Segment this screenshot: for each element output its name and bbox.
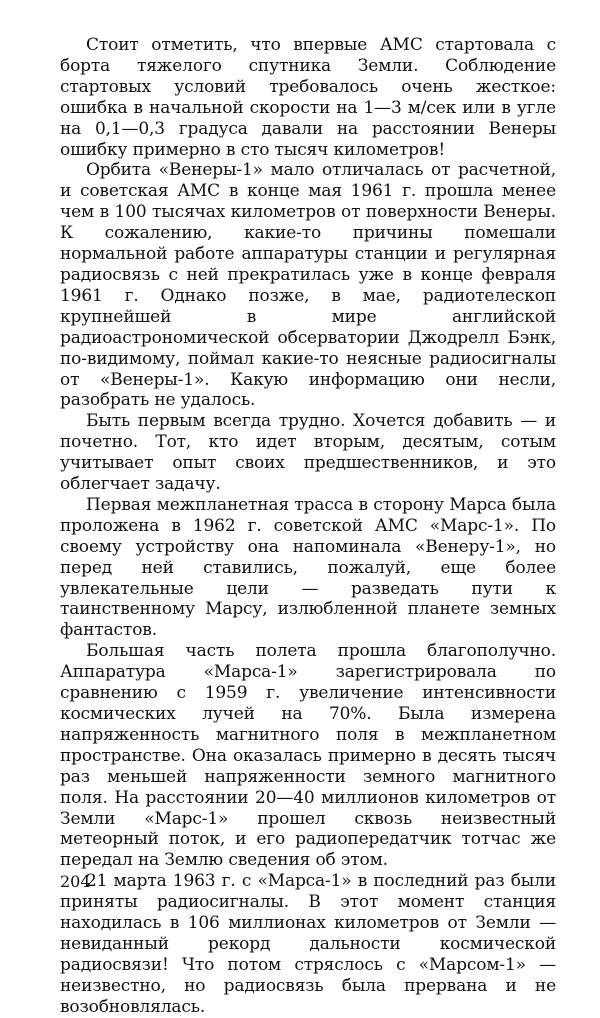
body-text: [60, 35, 556, 1018]
paragraph-5: Большая часть полета прошла благополучно. Аппаратура «Марса-1» зарегистрировала по сравнению с 1959 г. увеличение интенсивности космических лучей на 70%. Была измерена напряженность магнитного поля в межпланетном пространстве. Она оказалась примерно в десять тысяч раз меньшей напряженности земного магнитного поля. На расстоянии 20—40 миллионов километров от Земли «Марс-1» прошел сквозь неизвестный метеорный поток, и его радиопередатчик тотчас же передал на Землю сведения об этом.: [60, 641, 556, 871]
paragraph-2: Орбита «Венеры-1» мало отличалась от расчетной, и советская АМС в конце мая 1961 г. прошла менее чем в 100 тысячах километров от поверхности Венеры. К сожалению, какие-то причины помешали нормальной работе аппаратуры станции и регулярная радиосвязь с ней прекратилась уже в конце февраля 1961 г. Однако позже, в мае, радиотелескоп крупнейшей в мире английской радиоастрономической обсерватории Джодрелл Бэнк, по-видимому, поймал какие-то неясные радиосигналы от «Венеры-1». Какую информацию они несли, разобрать не удалось.: [60, 160, 556, 411]
paragraph-1: Стоит отметить, что впервые АМС стартовала с борта тяжелого спутника Земли. Соблюдение стартовых условий требовалось очень жесткое: ошибка в начальной скорости на 1—3 м/сек или в угле на 0,1—0,3 градуса давали на расстоянии Венеры ошибку примерно в сто тысяч километров!: [60, 35, 556, 160]
page-number: 204: [60, 872, 91, 891]
paragraph-6: 21 марта 1963 г. с «Марса-1» в последний раз были приняты радиосигналы. В этот момент станция находилась в 106 миллионах километров от Земли — невиданный рекорд дальности космической радиосвязи! Что потом стряслось с «Марсом-1» — неизвестно, но радиосвязь была прервана и не возобновлялась.: [60, 871, 556, 1017]
paragraph-4: Первая межпланетная трасса в сторону Марса была проложена в 1962 г. советской АМС «Марс-1». По своему устройству она напоминала «Венеру-1», но перед ней ставились, пожалуй, еще более увлекательные цели — разведать пути к таинственному Марсу, излюбленной планете земных фантастов.: [60, 494, 556, 641]
paragraph-3: Быть первым всегда трудно. Хочется добавить — и почетно. Тот, кто идет вторым, десятым, сотым учитывает опыт своих предшественников, и это облегчает задачу.: [60, 411, 556, 495]
